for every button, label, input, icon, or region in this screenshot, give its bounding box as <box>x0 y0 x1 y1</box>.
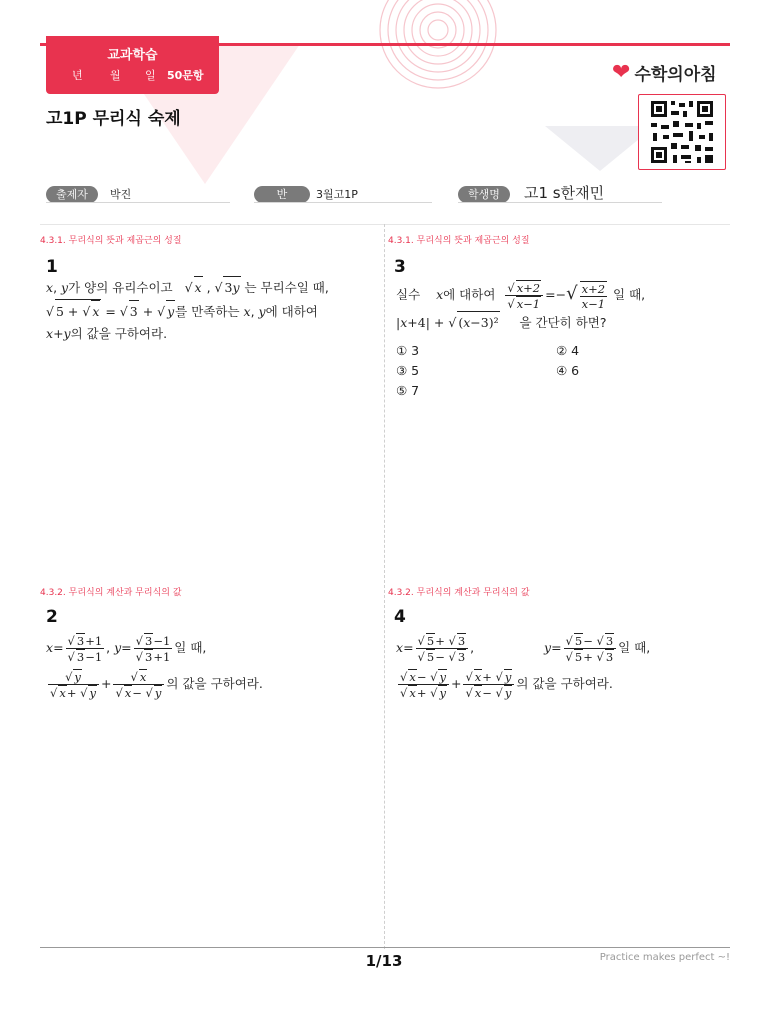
page-number: 1/13 <box>365 952 403 970</box>
q2-topic: 4.3.2. 무리식의 계산과 무리식의 값 <box>40 588 182 598</box>
class-value: 3월고1P <box>316 188 358 201</box>
author-underline <box>46 202 230 203</box>
author-value: 박진 <box>110 188 132 201</box>
footer-motto: Practice makes perfect ~! <box>599 952 730 963</box>
tab-count: 50문항 <box>167 69 204 82</box>
class-label: 반 <box>254 186 310 203</box>
q4-text: x= $\frac{√ 5+ √ 3}{√ 5- √ 3}$ , y= $\frac{√ 5- √ 3}{√ 5+ √ 3}$ 일 때, $\frac{√ x- √ y}{√ x+ √ y}$ + $\frac{√ x+ √ y}{√ x- √ y}$ 의 값을 구하여라. <box>396 634 651 700</box>
q3-topic: 4.3.1. 무리식의 뜻과 제곱근의 성질 <box>388 236 530 246</box>
q3-choice-4[interactable]: ④ 6 <box>556 363 580 378</box>
q3-text: 실수 x에 대하여 $\frac{√ x+2}{√ x-1}$ =−√ $\frac{x+2}{x-1}$ 일 때, |x+4| + √ (x−3)² 을 간단히 하면? <box>396 280 716 334</box>
page-title: 고1P 무리식 숙제 <box>46 109 181 129</box>
qr-code[interactable] <box>638 94 726 170</box>
q4-number: 4 <box>394 607 406 627</box>
footer-rule <box>40 947 730 948</box>
tab-day: 일 <box>145 69 156 82</box>
q3-choice-2[interactable]: ② 4 <box>556 343 580 358</box>
section-rule <box>40 224 730 225</box>
q3-choice-5[interactable]: ⑤ 7 <box>396 383 420 398</box>
brand-name: 수학의아침 <box>634 65 717 85</box>
q1-topic: 4.3.1. 무리식의 뜻과 제곱근의 성질 <box>40 236 182 246</box>
qr-code-icon <box>639 95 725 169</box>
q3-choice-3[interactable]: ③ 5 <box>396 363 420 378</box>
author-label: 출제자 <box>46 186 98 203</box>
q3-number: 3 <box>394 257 406 277</box>
q1-text: x, y가 양의 유리수이고 √ x , √ 3y 는 무리수일 때, √ 5 + √ x = √ 3 + √ y를 만족하는 x, y에 대하여 x+y의 값을 구하여라. <box>46 276 366 345</box>
q2-text: x= $\frac{√ 3+1}{√ 3-1}$ , y= $\frac{√ 3-1}{√ 3+1}$ 일 때, $\frac{√ y}{√ x+ √ y}$ + $\frac{√ x}{√ x- √ y}$ 의 값을 구하여라. <box>46 634 263 700</box>
q3-choice-1[interactable]: ① 3 <box>396 343 420 358</box>
class-underline <box>254 202 432 203</box>
q4-topic: 4.3.2. 무리식의 계산과 무리식의 값 <box>388 588 530 598</box>
brand-logo <box>612 60 717 85</box>
decor-rings <box>378 0 498 96</box>
tab-title: 교과학습 <box>107 48 158 63</box>
student-label: 학생명 <box>458 186 510 203</box>
q2-number: 2 <box>46 607 58 627</box>
tab-year: 년 <box>72 69 83 82</box>
heart-icon: ❤ <box>612 59 631 85</box>
column-divider <box>384 224 385 949</box>
tab-month: 월 <box>110 69 121 82</box>
subject-tab <box>46 36 219 94</box>
q1-number: 1 <box>46 257 58 277</box>
student-underline <box>458 202 662 203</box>
student-value: 고1 s한재민 <box>524 184 605 202</box>
